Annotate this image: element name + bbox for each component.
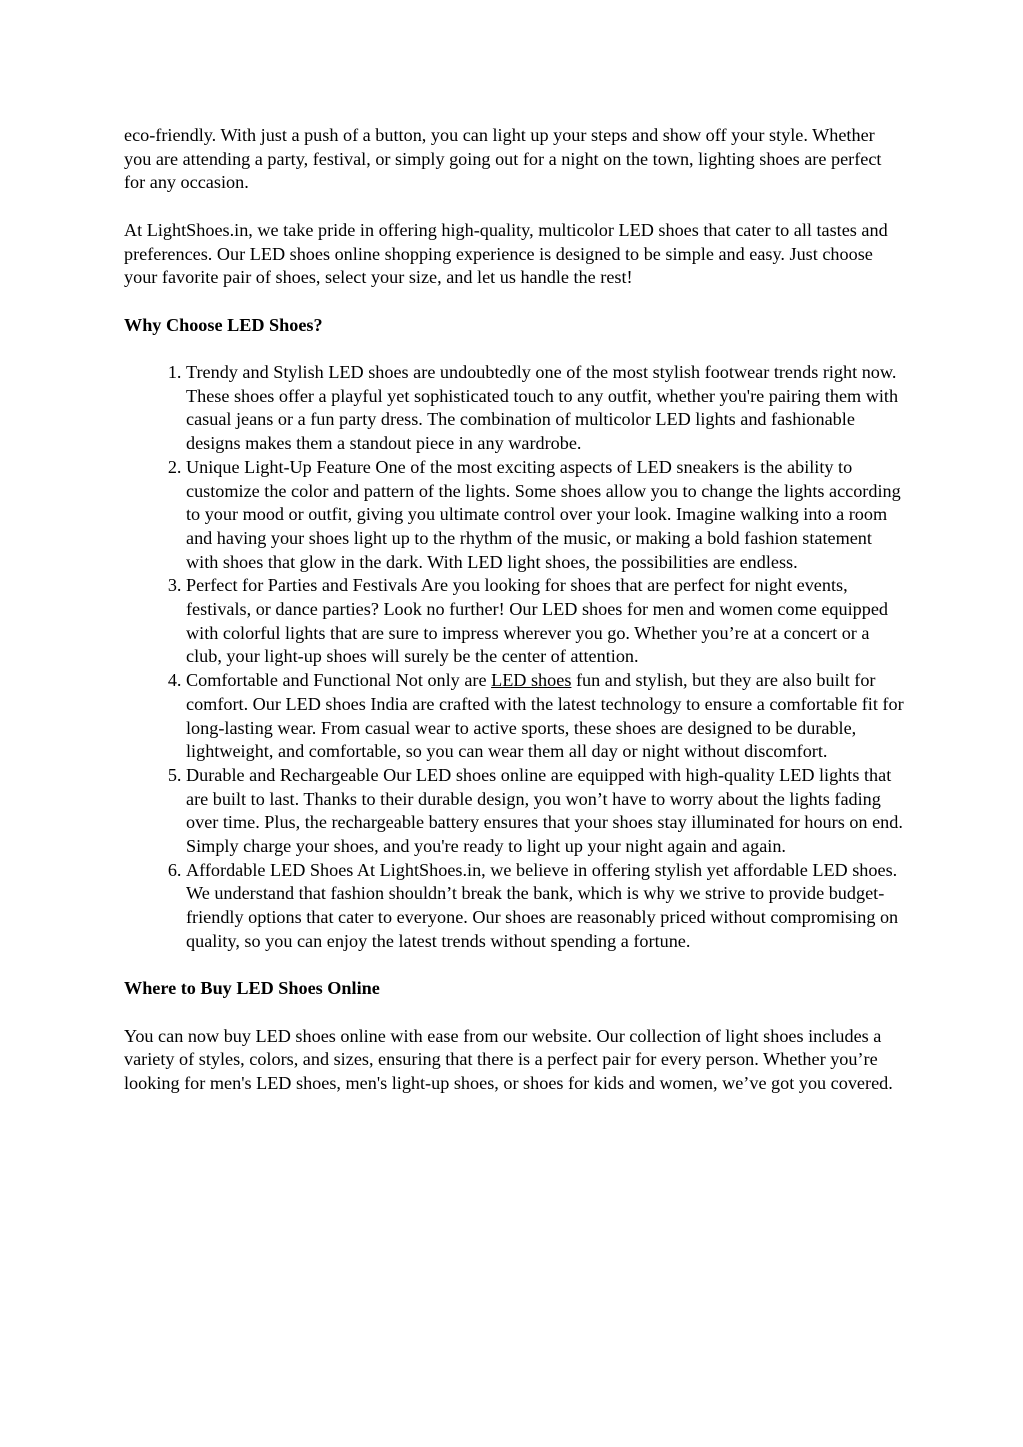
intro-paragraph-2: At LightShoes.in, we take pride in offering high-quality, multicolor LED shoes that cater to all tastes and preferences. Our LED shoes online shopping experience is designed to be simple and easy. Just choose your favorite pair of shoes, select your size, and let us handle the rest! bbox=[124, 219, 888, 288]
reason-item-durable: 5. Durable and Rechargeable Our LED shoes online are equipped with high-quality LED lights that are built to last. Thanks to their durable design, you won’t have to worry about the lights fading over time. Plus, the rechargeable battery ensures that your shoes stay illuminated for hours on end. Simply charge your shoes, and you're ready to light up your night again and again. bbox=[186, 764, 906, 859]
where-to-buy-paragraph: You can now buy LED shoes online with ease from our website. Our collection of light shoes includes a variety of styles, colors, and sizes, ensuring that there is a perfect pair for every person. Whether you’re looking for men's LED shoes, men's light-up shoes, or shoes for kids and women, we’ve got you covered. bbox=[124, 1025, 893, 1094]
reason-item-comfortable-text-before: Comfortable and Functional Not only are bbox=[186, 670, 492, 691]
led-shoes-link[interactable]: LED shoes bbox=[491, 670, 572, 691]
reason-item-comfortable-text-after: fun and stylish, but they are also built for comfort. Our LED shoes India are crafted with the latest technology to ensure a comfortable fit for long-lasting wear. From casual wear to active sports, these shoes are designed to be durable, lightweight, and comfortable, so you can wear them all day or night without discomfort. bbox=[186, 670, 904, 762]
document-page bbox=[124, 124, 906, 1119]
why-choose-heading: Why Choose LED Shoes? bbox=[124, 314, 323, 335]
reason-item-trendy: 1. Trendy and Stylish LED shoes are undoubtedly one of the most stylish footwear trends right now. These shoes offer a playful yet sophisticated touch to any outfit, whether you're pairing them with casual jeans or a fun party dress. The combination of multicolor LED lights and fashionable designs makes them a standout piece in any wardrobe. bbox=[186, 361, 906, 456]
reason-item-light-up: 2. Unique Light-Up Feature One of the most exciting aspects of LED sneakers is the ability to customize the color and pattern of the lights. Some shoes allow you to change the lights according to your mood or outfit, giving you ultimate control over your look. Imagine walking into a room and having your shoes light up to the rhythm of the music, or making a bold fashion statement with shoes that glow in the dark. With LED light shoes, the possibilities are endless. bbox=[186, 456, 906, 575]
reason-item-affordable: 6. Affordable LED Shoes At LightShoes.in, we believe in offering stylish yet affordable LED shoes. We understand that fashion shouldn’t break the bank, which is why we strive to provide budget-friendly options that cater to everyone. Our shoes are reasonably priced without compromising on quality, so you can enjoy the latest trends without spending a fortune. bbox=[186, 859, 906, 954]
where-to-buy-heading: Where to Buy LED Shoes Online bbox=[124, 978, 380, 999]
reason-item-parties: 3. Perfect for Parties and Festivals Are you looking for shoes that are perfect for night events, festivals, or dance parties? Look no further! Our LED shoes for men and women come equipped with colorful lights that are sure to impress wherever you go. Whether you’re at a concert or a club, your light-up shoes will surely be the center of attention. bbox=[186, 574, 906, 669]
reason-item-comfortable bbox=[186, 669, 906, 764]
reasons-list bbox=[124, 361, 906, 954]
intro-paragraph-1: eco-friendly. With just a push of a button, you can light up your steps and show off your style. Whether you are attending a party, festival, or simply going out for a night on the town, lighting shoes are perfect for any occasion. bbox=[124, 125, 882, 193]
